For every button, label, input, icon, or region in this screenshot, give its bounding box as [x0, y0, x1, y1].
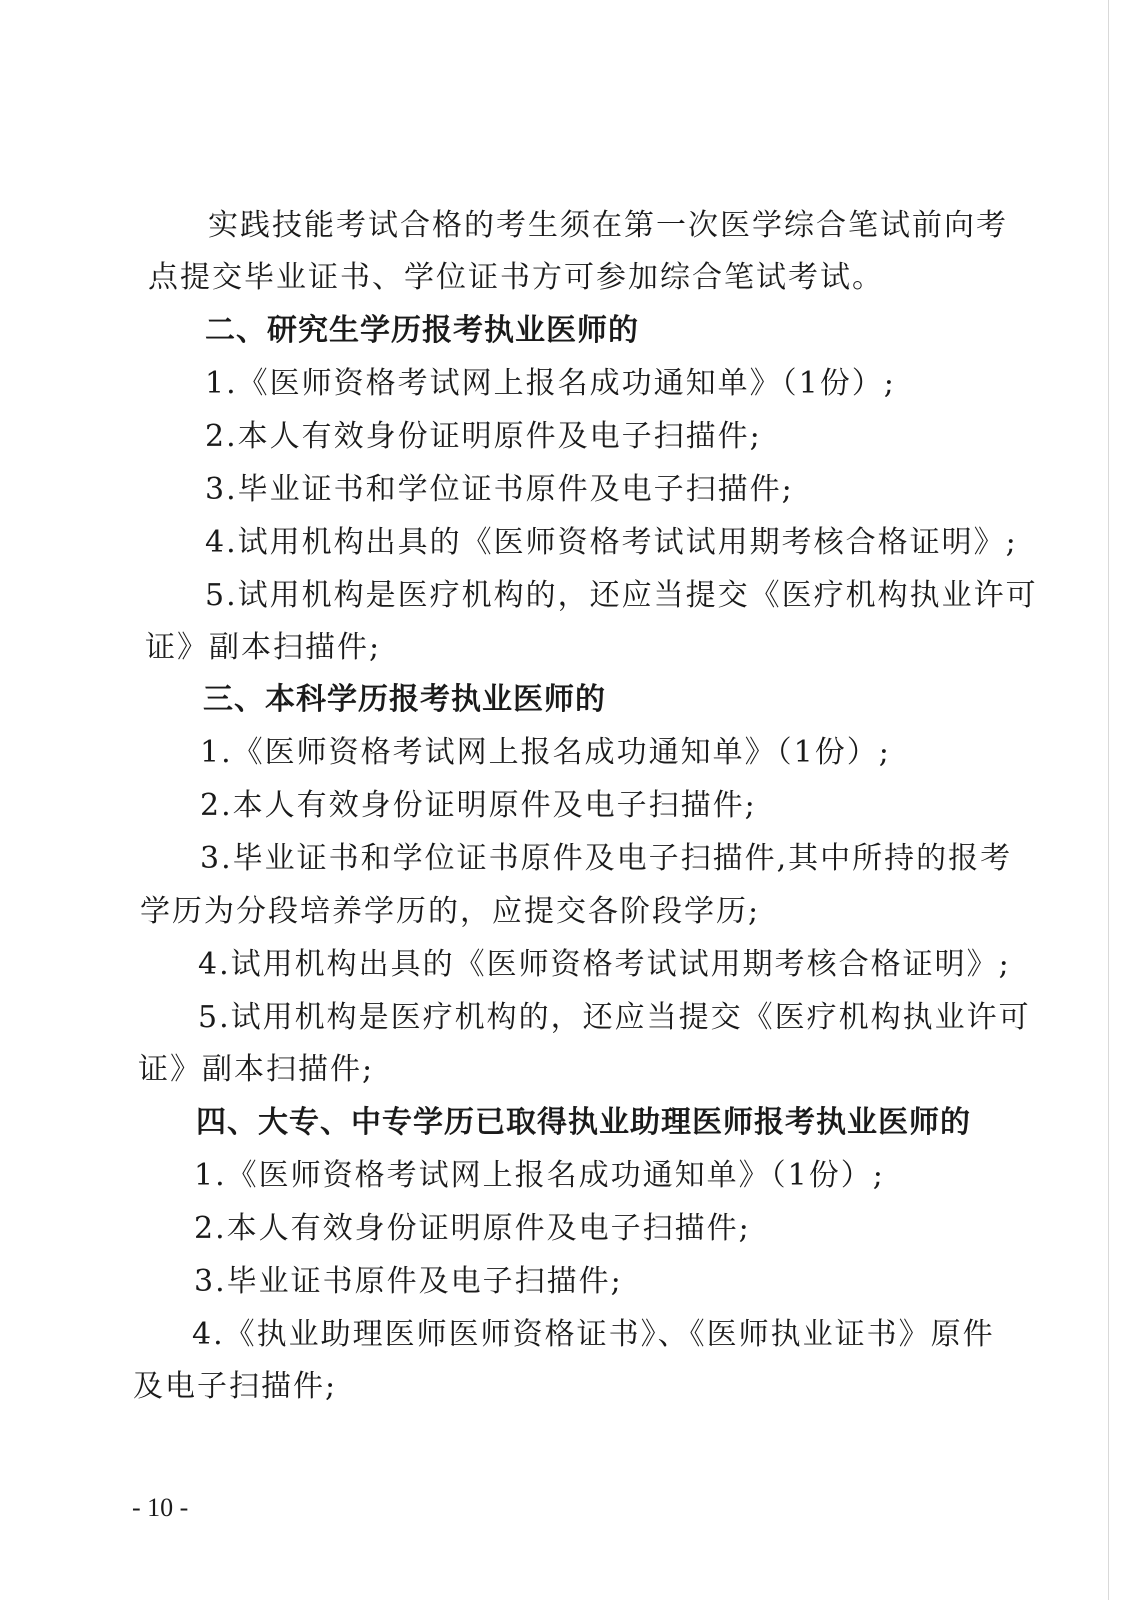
section-heading-undergraduate: 三、本科学历报考执业医师的 — [203, 682, 606, 717]
list-item: 3.毕业证书和学位证书原件及电子扫描件; — [205, 472, 794, 507]
list-item: 3.毕业证书和学位证书原件及电子扫描件,其中所持的报考 — [200, 841, 1013, 876]
section-heading-associate: 四、大专、中专学历已取得执业助理医师报考执业医师的 — [196, 1105, 971, 1140]
list-item-continuation: 及电子扫描件; — [133, 1369, 338, 1404]
list-item-continuation: 学历为分段培养学历的，应提交各阶段学历; — [140, 894, 761, 929]
list-item: 5.试用机构是医疗机构的，还应当提交《医疗机构执业许可 — [198, 1000, 1031, 1035]
list-item: 2.本人有效身份证明原件及电子扫描件; — [200, 788, 757, 823]
section-heading-graduate: 二、研究生学历报考执业医师的 — [205, 313, 639, 348]
paragraph-line: 实践技能考试合格的考生须在第一次医学综合笔试前向考 — [208, 208, 1008, 243]
list-item-continuation: 证》副本扫描件; — [138, 1052, 375, 1087]
list-item-continuation: 证》副本扫描件; — [145, 630, 382, 665]
list-item: 2.本人有效身份证明原件及电子扫描件; — [194, 1211, 751, 1246]
paragraph-line: 点提交毕业证书、学位证书方可参加综合笔试考试。 — [148, 260, 884, 295]
page-number: - 10 - — [132, 1493, 189, 1522]
list-item: 3.毕业证书原件及电子扫描件; — [194, 1264, 623, 1299]
list-item: 5.试用机构是医疗机构的，还应当提交《医疗机构执业许可 — [205, 578, 1038, 613]
list-item: 1.《医师资格考试网上报名成功通知单》（1份）; — [194, 1158, 885, 1193]
list-item: 4.试用机构出具的《医师资格考试试用期考核合格证明》; — [198, 947, 1011, 982]
list-item: 4.《执业助理医师医师资格证书》、《医师执业证书》原件 — [192, 1317, 995, 1352]
list-item: 4.试用机构出具的《医师资格考试试用期考核合格证明》; — [205, 525, 1018, 560]
list-item: 1.《医师资格考试网上报名成功通知单》（1份）; — [205, 366, 896, 401]
list-item: 2.本人有效身份证明原件及电子扫描件; — [205, 419, 762, 454]
list-item: 1.《医师资格考试网上报名成功通知单》（1份）; — [200, 735, 891, 770]
scan-edge-line — [1108, 0, 1109, 1600]
